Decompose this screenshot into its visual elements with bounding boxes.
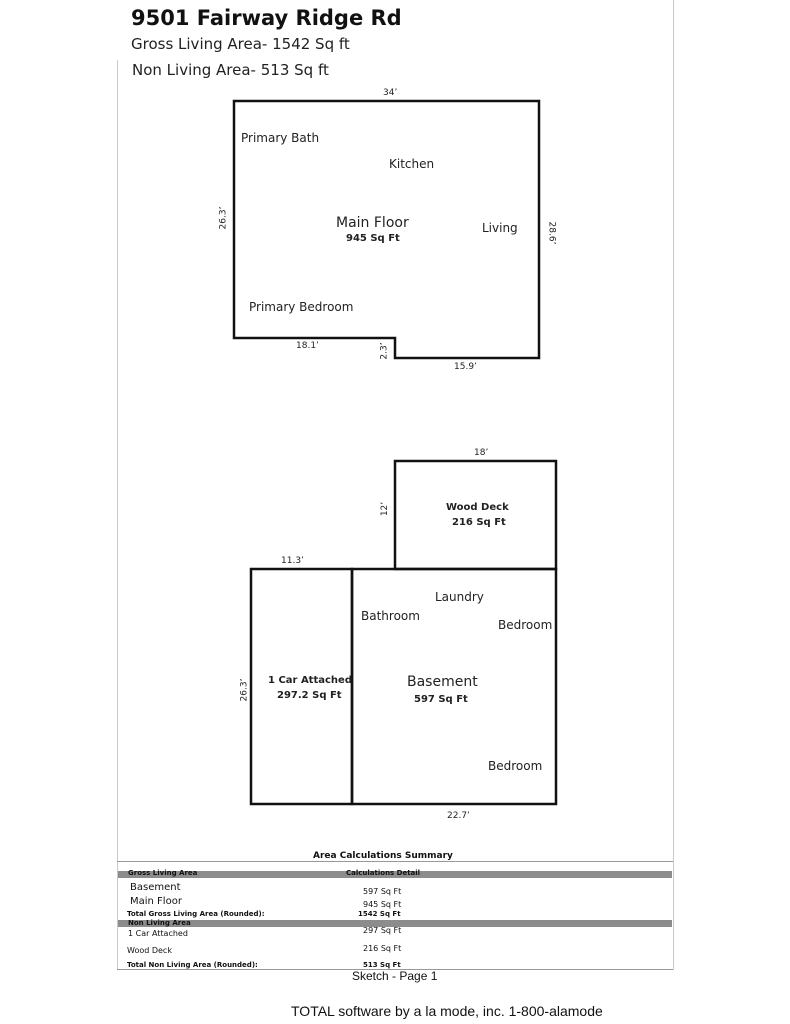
property-address-title: 9501 Fairway Ridge Rd (131, 6, 402, 30)
main-floor-left-dim: 26.3’ (218, 206, 229, 230)
main-floor-bottom-right-dim: 15.9’ (454, 362, 477, 372)
main-floor-step-dim: 2.3’ (379, 342, 390, 360)
room-label-bathroom: Bathroom (361, 609, 420, 623)
garage-name: 1 Car Attached (268, 675, 352, 686)
gla-row-name: Main Floor (130, 896, 182, 907)
software-credit: TOTAL software by a la mode, inc. 1-800-alamode (291, 1003, 603, 1019)
basement-bottom-dim: 22.7’ (447, 811, 470, 821)
garage-area: 297.2 Sq Ft (277, 690, 342, 701)
summary-top-divider (117, 861, 673, 862)
non-living-area-text: Non Living Area- 513 Sq ft (132, 61, 329, 79)
room-label-kitchen: Kitchen (389, 157, 435, 171)
room-label-bedroom-2: Bedroom (488, 759, 543, 773)
gross-living-area-text: Gross Living Area- 1542 Sq ft (131, 35, 350, 53)
basement-name: Basement (407, 674, 478, 690)
garage-top-dim: 11.3’ (281, 556, 304, 566)
nla-total-value: 513 Sq Ft (363, 961, 401, 969)
room-label-laundry: Laundry (435, 590, 484, 604)
gla-total-value: 1542 Sq Ft (358, 910, 401, 918)
room-label-primary-bedroom: Primary Bedroom (249, 300, 354, 314)
main-floor-name: Main Floor (336, 215, 409, 231)
main-floor-bottom-left-dim: 18.1’ (296, 341, 319, 351)
basement-area: 597 Sq Ft (414, 694, 468, 705)
main-floor-top-dim: 34’ (383, 88, 398, 98)
calculations-detail-header: Calculations Detail (346, 869, 421, 877)
room-label-primary-bath: Primary Bath (241, 131, 320, 145)
summary-title: Area Calculations Summary (313, 851, 453, 861)
main-floor-right-dim: 28.6’ (546, 221, 557, 245)
room-label-bedroom-1: Bedroom (498, 618, 553, 632)
garage-left-dim: 26.3’ (239, 678, 250, 702)
nla-row-name: Wood Deck (127, 946, 172, 955)
gla-row-value: 945 Sq Ft (363, 900, 402, 909)
gla-row-value: 597 Sq Ft (363, 887, 402, 896)
nla-total-label: Total Non Living Area (Rounded): (127, 961, 258, 969)
gla-total-label: Total Gross Living Area (Rounded): (127, 910, 265, 918)
wood-deck-left-dim: 12’ (380, 501, 391, 517)
wood-deck-top-dim: 18’ (474, 448, 489, 458)
nla-row-name: 1 Car Attached (128, 929, 188, 938)
nla-row-value: 297 Sq Ft (363, 926, 402, 935)
garage-outline (251, 569, 352, 804)
wood-deck-outline (395, 461, 556, 569)
sketch-page-label: Sketch - Page 1 (352, 969, 438, 983)
gla-row-name: Basement (130, 882, 181, 893)
gla-header: Gross Living Area (128, 869, 198, 877)
wood-deck-area: 216 Sq Ft (452, 517, 506, 528)
nla-row-value: 216 Sq Ft (363, 944, 402, 953)
wood-deck-name: Wood Deck (446, 502, 509, 513)
main-floor-area: 945 Sq Ft (346, 233, 400, 244)
nla-header: Non Living Area (128, 919, 191, 927)
room-label-living: Living (482, 221, 518, 235)
